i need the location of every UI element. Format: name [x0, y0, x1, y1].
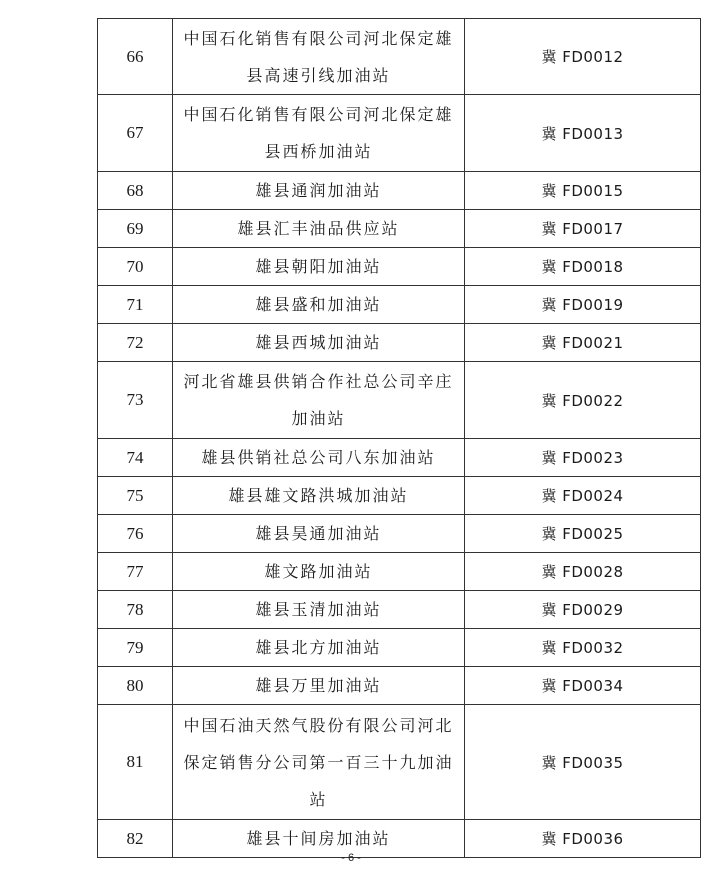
table-row — [98, 629, 701, 667]
station-code: 冀 FD0023 — [465, 439, 701, 477]
station-code: 冀 FD0019 — [465, 286, 701, 324]
station-name: 河北省雄县供销合作社总公司辛庄加油站 — [173, 362, 465, 439]
row-number: 80 — [98, 667, 173, 705]
station-code: 冀 FD0015 — [465, 172, 701, 210]
table-row — [98, 286, 701, 324]
table-row — [98, 553, 701, 591]
station-name: 雄县北方加油站 — [173, 629, 465, 667]
table-row — [98, 477, 701, 515]
station-name: 中国石化销售有限公司河北保定雄县高速引线加油站 — [173, 19, 465, 95]
station-name: 雄县十间房加油站 — [173, 820, 465, 858]
table-row — [98, 210, 701, 248]
station-name: 雄县西城加油站 — [173, 324, 465, 362]
station-code: 冀 FD0035 — [465, 705, 701, 820]
row-number: 75 — [98, 477, 173, 515]
station-code: 冀 FD0017 — [465, 210, 701, 248]
row-number: 72 — [98, 324, 173, 362]
station-code: 冀 FD0034 — [465, 667, 701, 705]
row-number: 77 — [98, 553, 173, 591]
station-code: 冀 FD0012 — [465, 19, 701, 95]
station-name: 雄县万里加油站 — [173, 667, 465, 705]
station-name: 雄县供销社总公司八东加油站 — [173, 439, 465, 477]
station-code: 冀 FD0021 — [465, 324, 701, 362]
station-name: 雄县朝阳加油站 — [173, 248, 465, 286]
table-row — [98, 591, 701, 629]
table-row — [98, 667, 701, 705]
station-code: 冀 FD0028 — [465, 553, 701, 591]
row-number: 67 — [98, 95, 173, 172]
station-name: 雄县雄文路洪城加油站 — [173, 477, 465, 515]
station-name: 雄县汇丰油品供应站 — [173, 210, 465, 248]
station-name: 中国石化销售有限公司河北保定雄县西桥加油站 — [173, 95, 465, 172]
station-name: 雄县玉清加油站 — [173, 591, 465, 629]
row-number: 82 — [98, 820, 173, 858]
row-number: 78 — [98, 591, 173, 629]
table-row — [98, 439, 701, 477]
station-name: 雄文路加油站 — [173, 553, 465, 591]
table-row — [98, 362, 701, 439]
row-number: 76 — [98, 515, 173, 553]
station-code: 冀 FD0032 — [465, 629, 701, 667]
station-code: 冀 FD0025 — [465, 515, 701, 553]
station-code: 冀 FD0029 — [465, 591, 701, 629]
station-table — [97, 18, 701, 858]
table-row — [98, 172, 701, 210]
table-row — [98, 324, 701, 362]
station-code: 冀 FD0022 — [465, 362, 701, 439]
table-row — [98, 248, 701, 286]
station-name: 雄县盛和加油站 — [173, 286, 465, 324]
row-number: 71 — [98, 286, 173, 324]
table-row — [98, 95, 701, 172]
station-code: 冀 FD0024 — [465, 477, 701, 515]
table-row — [98, 515, 701, 553]
row-number: 68 — [98, 172, 173, 210]
row-number: 66 — [98, 19, 173, 95]
page-number: - 6 - — [341, 852, 361, 864]
row-number: 79 — [98, 629, 173, 667]
row-number: 69 — [98, 210, 173, 248]
table-row — [98, 19, 701, 95]
table-row — [98, 705, 701, 820]
station-name: 雄县昊通加油站 — [173, 515, 465, 553]
station-name: 雄县通润加油站 — [173, 172, 465, 210]
station-code: 冀 FD0036 — [465, 820, 701, 858]
station-code: 冀 FD0018 — [465, 248, 701, 286]
row-number: 74 — [98, 439, 173, 477]
row-number: 70 — [98, 248, 173, 286]
row-number: 73 — [98, 362, 173, 439]
row-number: 81 — [98, 705, 173, 820]
station-code: 冀 FD0013 — [465, 95, 701, 172]
station-table-body — [98, 19, 701, 858]
station-name: 中国石油天然气股份有限公司河北保定销售分公司第一百三十九加油站 — [173, 705, 465, 820]
